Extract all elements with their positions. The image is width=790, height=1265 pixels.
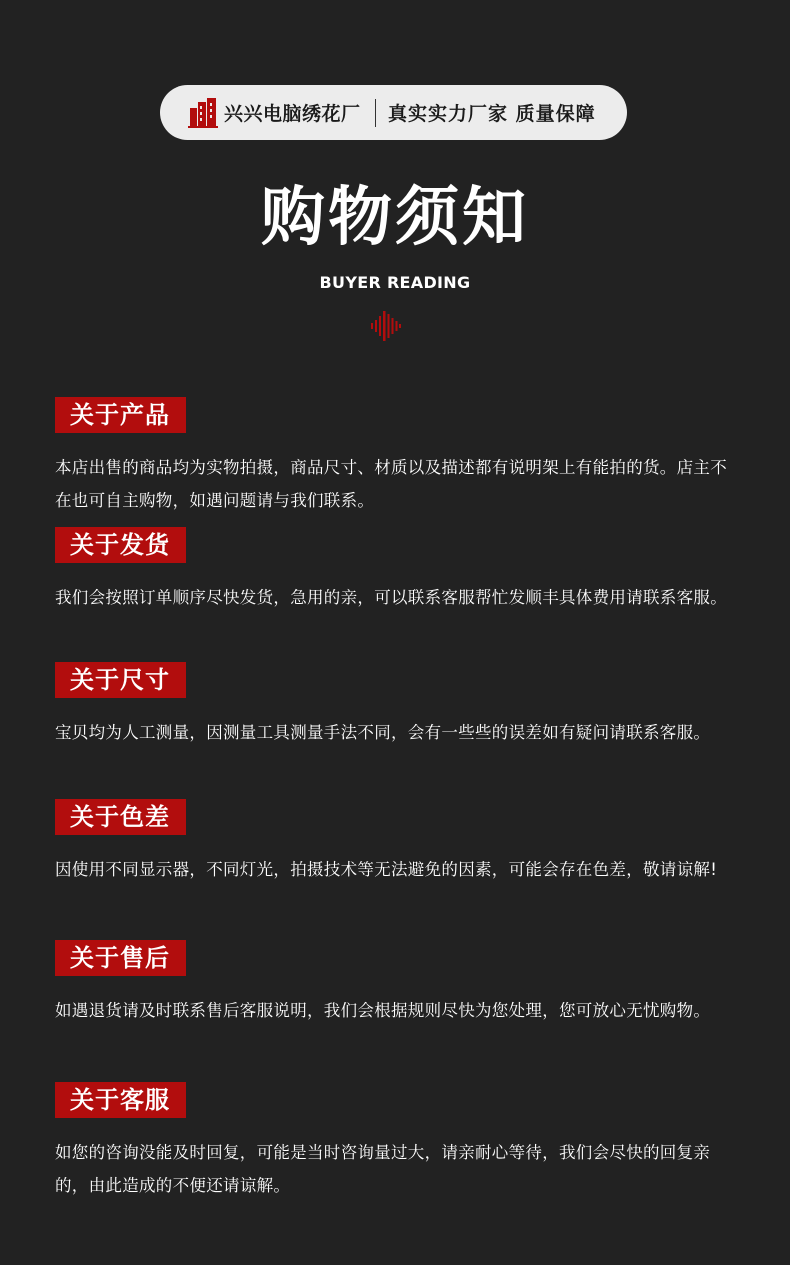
section-text: 我们会按照订单顺序尽快发货，急用的亲，可以联系客服帮忙发顺丰具体费用请联系客服。: [55, 588, 727, 607]
banner-divider: [375, 99, 377, 127]
section-product: [55, 397, 735, 517]
section-heading: 关于发货: [55, 527, 186, 563]
section-heading: 关于产品: [55, 397, 186, 433]
section-text: 如遇退货请及时联系售后客服说明，我们会根据规则尽快为您处理，您可放心无忧购物。: [55, 1001, 711, 1020]
section-text: 如您的咨询没能及时回复，可能是当时咨询量过大，请亲耐心等待，我们会尽快的回复亲的，由此造成的不便还请谅解。: [55, 1143, 711, 1195]
section-text: 因使用不同显示器，不同灯光，拍摄技术等无法避免的因素，可能会存在色差，敬请谅解!: [55, 860, 718, 879]
section-color: [55, 799, 735, 886]
brand-banner: [160, 85, 627, 140]
section-aftersales: [55, 940, 735, 1027]
section-text: 宝贝均为人工测量，因测量工具测量手法不同，会有一些些的误差如有疑问请联系客服。: [55, 723, 711, 742]
section-heading: 关于尺寸: [55, 662, 186, 698]
section-shipping: [55, 527, 735, 614]
brand-name: 兴兴电脑绣花厂: [224, 103, 361, 125]
section-heading: 关于售后: [55, 940, 186, 976]
section-heading: 关于色差: [55, 799, 186, 835]
section-service: [55, 1082, 735, 1202]
page-title: 购物须知: [261, 181, 529, 255]
building-logo-icon: [188, 98, 218, 128]
soundwave-icon: [370, 310, 402, 342]
section-heading: 关于客服: [55, 1082, 186, 1118]
brand-slogan: 真实实力厂家 质量保障: [388, 103, 596, 125]
page-subtitle: BUYER READING: [319, 273, 471, 292]
section-size: [55, 662, 735, 749]
section-text: 本店出售的商品均为实物拍摄，商品尺寸、材质以及描述都有说明架上有能拍的货。店主不在也可自主购物，如遇问题请与我们联系。: [55, 458, 727, 510]
